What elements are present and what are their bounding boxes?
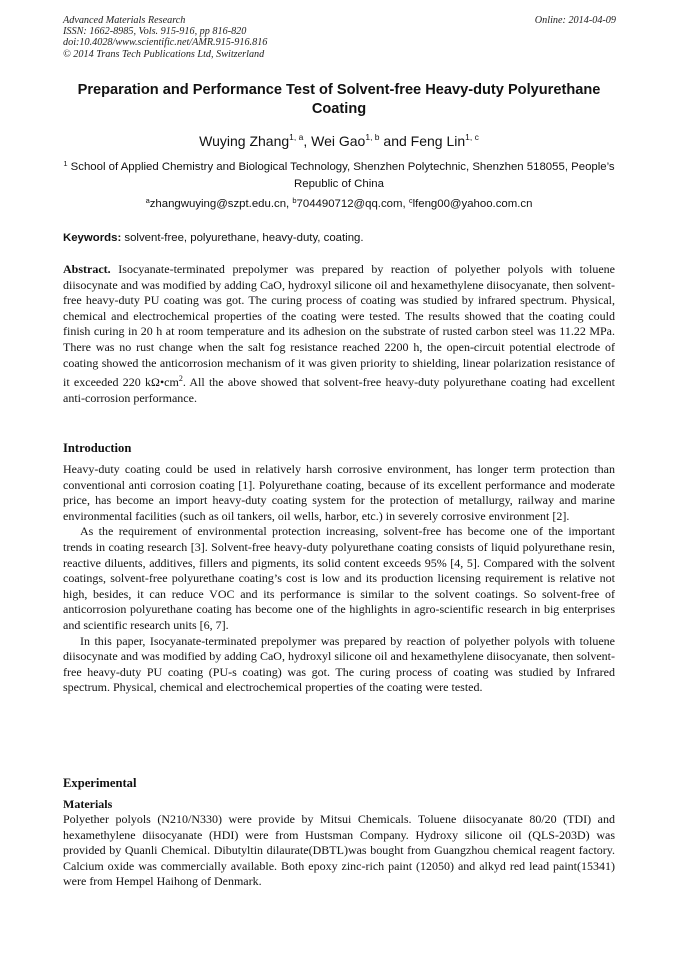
- keywords: [63, 231, 615, 246]
- affiliation-text: School of Applied Chemistry and Biological Technology, Shenzhen Polytechnic, Shenzhen 518055, People’s Republic of China: [67, 161, 615, 190]
- email-link: zhangwuying@szpt.edu.cn,: [149, 198, 293, 210]
- affiliation-sup: 1: [63, 159, 68, 168]
- author-name: Wuying Zhang: [199, 133, 290, 149]
- online-date: Online: 2014-04-09: [534, 15, 616, 26]
- affiliation: [63, 156, 615, 192]
- abstract: [63, 262, 615, 406]
- abstract-text-end: . All the above showed that solvent-free heavy-duty polyurethane coating had excellent anti-corrosion performance.: [63, 375, 615, 405]
- abstract-text: Isocyanate-terminated prepolymer was prepared by reaction of polyether polyols with toluene diisocynate and was modified by adding CaO, hydroxyl silicone oil and hexamethylene diisocyanate, then solvent-free heavy-duty PU coating was got. The curing process of coating was studied by infrared spectrum. Physical, chemical and electrochemical properties of the coating were tested. The results showed that the coating could finish curing in 20 h at room temperature and its adhesion on the substrate of rusted carbon steel was 11.22 MPa. There was no rust change when the salt fog resistance reached 2200 h, the open-circuit potential electrode of coating showed the anticorrosion mechanism of it was given priority to shielding, linear polarization resistance of it exceeded 220 kΩ•cm: [63, 262, 615, 390]
- author-separator: and: [379, 133, 411, 149]
- email-link: lfeng00@yahoo.com.cn: [412, 198, 533, 210]
- subsection-heading-materials: Materials: [63, 797, 113, 811]
- author-emails: [63, 193, 615, 212]
- paragraph: Heavy-duty coating could be used in relatively harsh corrosive environment, has longer term protection than conventional anti corrosion coating [1]. Polyurethane coating, because of its excellent performance and moderate price, has become an import heavy-duty coating system for the protection of metallurgy, railway and marine environmental facilities (such as oil tankers, oil wells, harbor, etc.) in severely corrosive environment [2].: [63, 462, 615, 523]
- author-name: Feng Lin: [410, 133, 466, 149]
- author-sup: 1, b: [365, 132, 380, 142]
- paper-title: Preparation and Performance Test of Solvent-free Heavy-duty Polyurethane Coating: [77, 82, 601, 117]
- abstract-sup: 2: [178, 374, 183, 384]
- author-name: Wei Gao: [311, 133, 366, 149]
- author-sup: 1, c: [465, 132, 479, 142]
- section-heading-experimental: Experimental: [63, 776, 137, 790]
- author-separator: ,: [303, 133, 312, 149]
- copyright-line: © 2014 Trans Tech Publications Ltd, Switzerland: [63, 48, 265, 60]
- keywords-label: Keywords:: [63, 232, 122, 244]
- journal-name: Advanced Materials Research: [63, 15, 186, 26]
- materials-body: [63, 812, 615, 890]
- email-link: 704490712@qq.com,: [296, 198, 409, 210]
- paragraph: As the requirement of environmental protection increasing, solvent-free has become one of the important trends in coating research [3]. Solvent-free heavy-duty polyurethane coating consists of liquid polyurethane resin, reactive diluents, additives, fillers and pigments, its solid content exceeds 95% [4, 5]. Compared with the solvent coatings, solvent-free polyurethane coating’s cost is low and its production licensing requirement is relative not high, besides, it can reduce VOC and its performance is similar to the solvent coatings. So solvent-free of anticorrosion polyurethane coating has become one of the highlights in agro-scientific research in big enterprises and scientific research units [6, 7].: [63, 524, 615, 632]
- author-sup: 1, a: [289, 132, 304, 142]
- journal-metadata: [63, 15, 267, 60]
- paragraph: Polyether polyols (N210/N330) were provide by Mitsui Chemicals. Toluene diisocyanate 80/20 (TDI) and hexamethylene diisocyanate (HDI) were from Hustsman Company. Hydroxy silicone oil (QLS-203D) was provided by Quanli Chemical. Dibutyltin dilaurate(DBTL)was bought from Guangzhou chemical reagent factory. Calcium oxide was commercially available. Both epoxy zinc-rich paint (12050) and alkyd red lead paint(15341) were from Hempel Haihong of Denmark.: [63, 812, 615, 889]
- abstract-label: Abstract.: [63, 262, 111, 276]
- section-heading-introduction: Introduction: [63, 441, 132, 455]
- introduction-body: [63, 462, 615, 696]
- issn-line: ISSN: 1662-8985, Vols. 915-916, pp 816-820: [63, 26, 247, 38]
- author-list: [63, 128, 615, 150]
- keywords-text: solvent-free, polyurethane, heavy-duty, coating.: [121, 232, 364, 244]
- doi-line: doi:10.4028/www.scientific.net/AMR.915-916.816: [63, 37, 268, 49]
- email-sup: a: [145, 196, 150, 205]
- email-sup: c: [408, 196, 413, 205]
- paragraph: In this paper, Isocyanate-terminated prepolymer was prepared by reaction of polyether polyols with toluene diisocynate and was modified by adding CaO, hydroxyl silicone oil and hexamethylene diisocyanate, then solvent-free heavy-duty PU coating (PU-s coating) was got. The curing process of coating was studied by Infrared spectrum. Physical, chemical and electrochemical properties of the coating were tested.: [63, 633, 615, 695]
- email-sup: b: [292, 196, 297, 205]
